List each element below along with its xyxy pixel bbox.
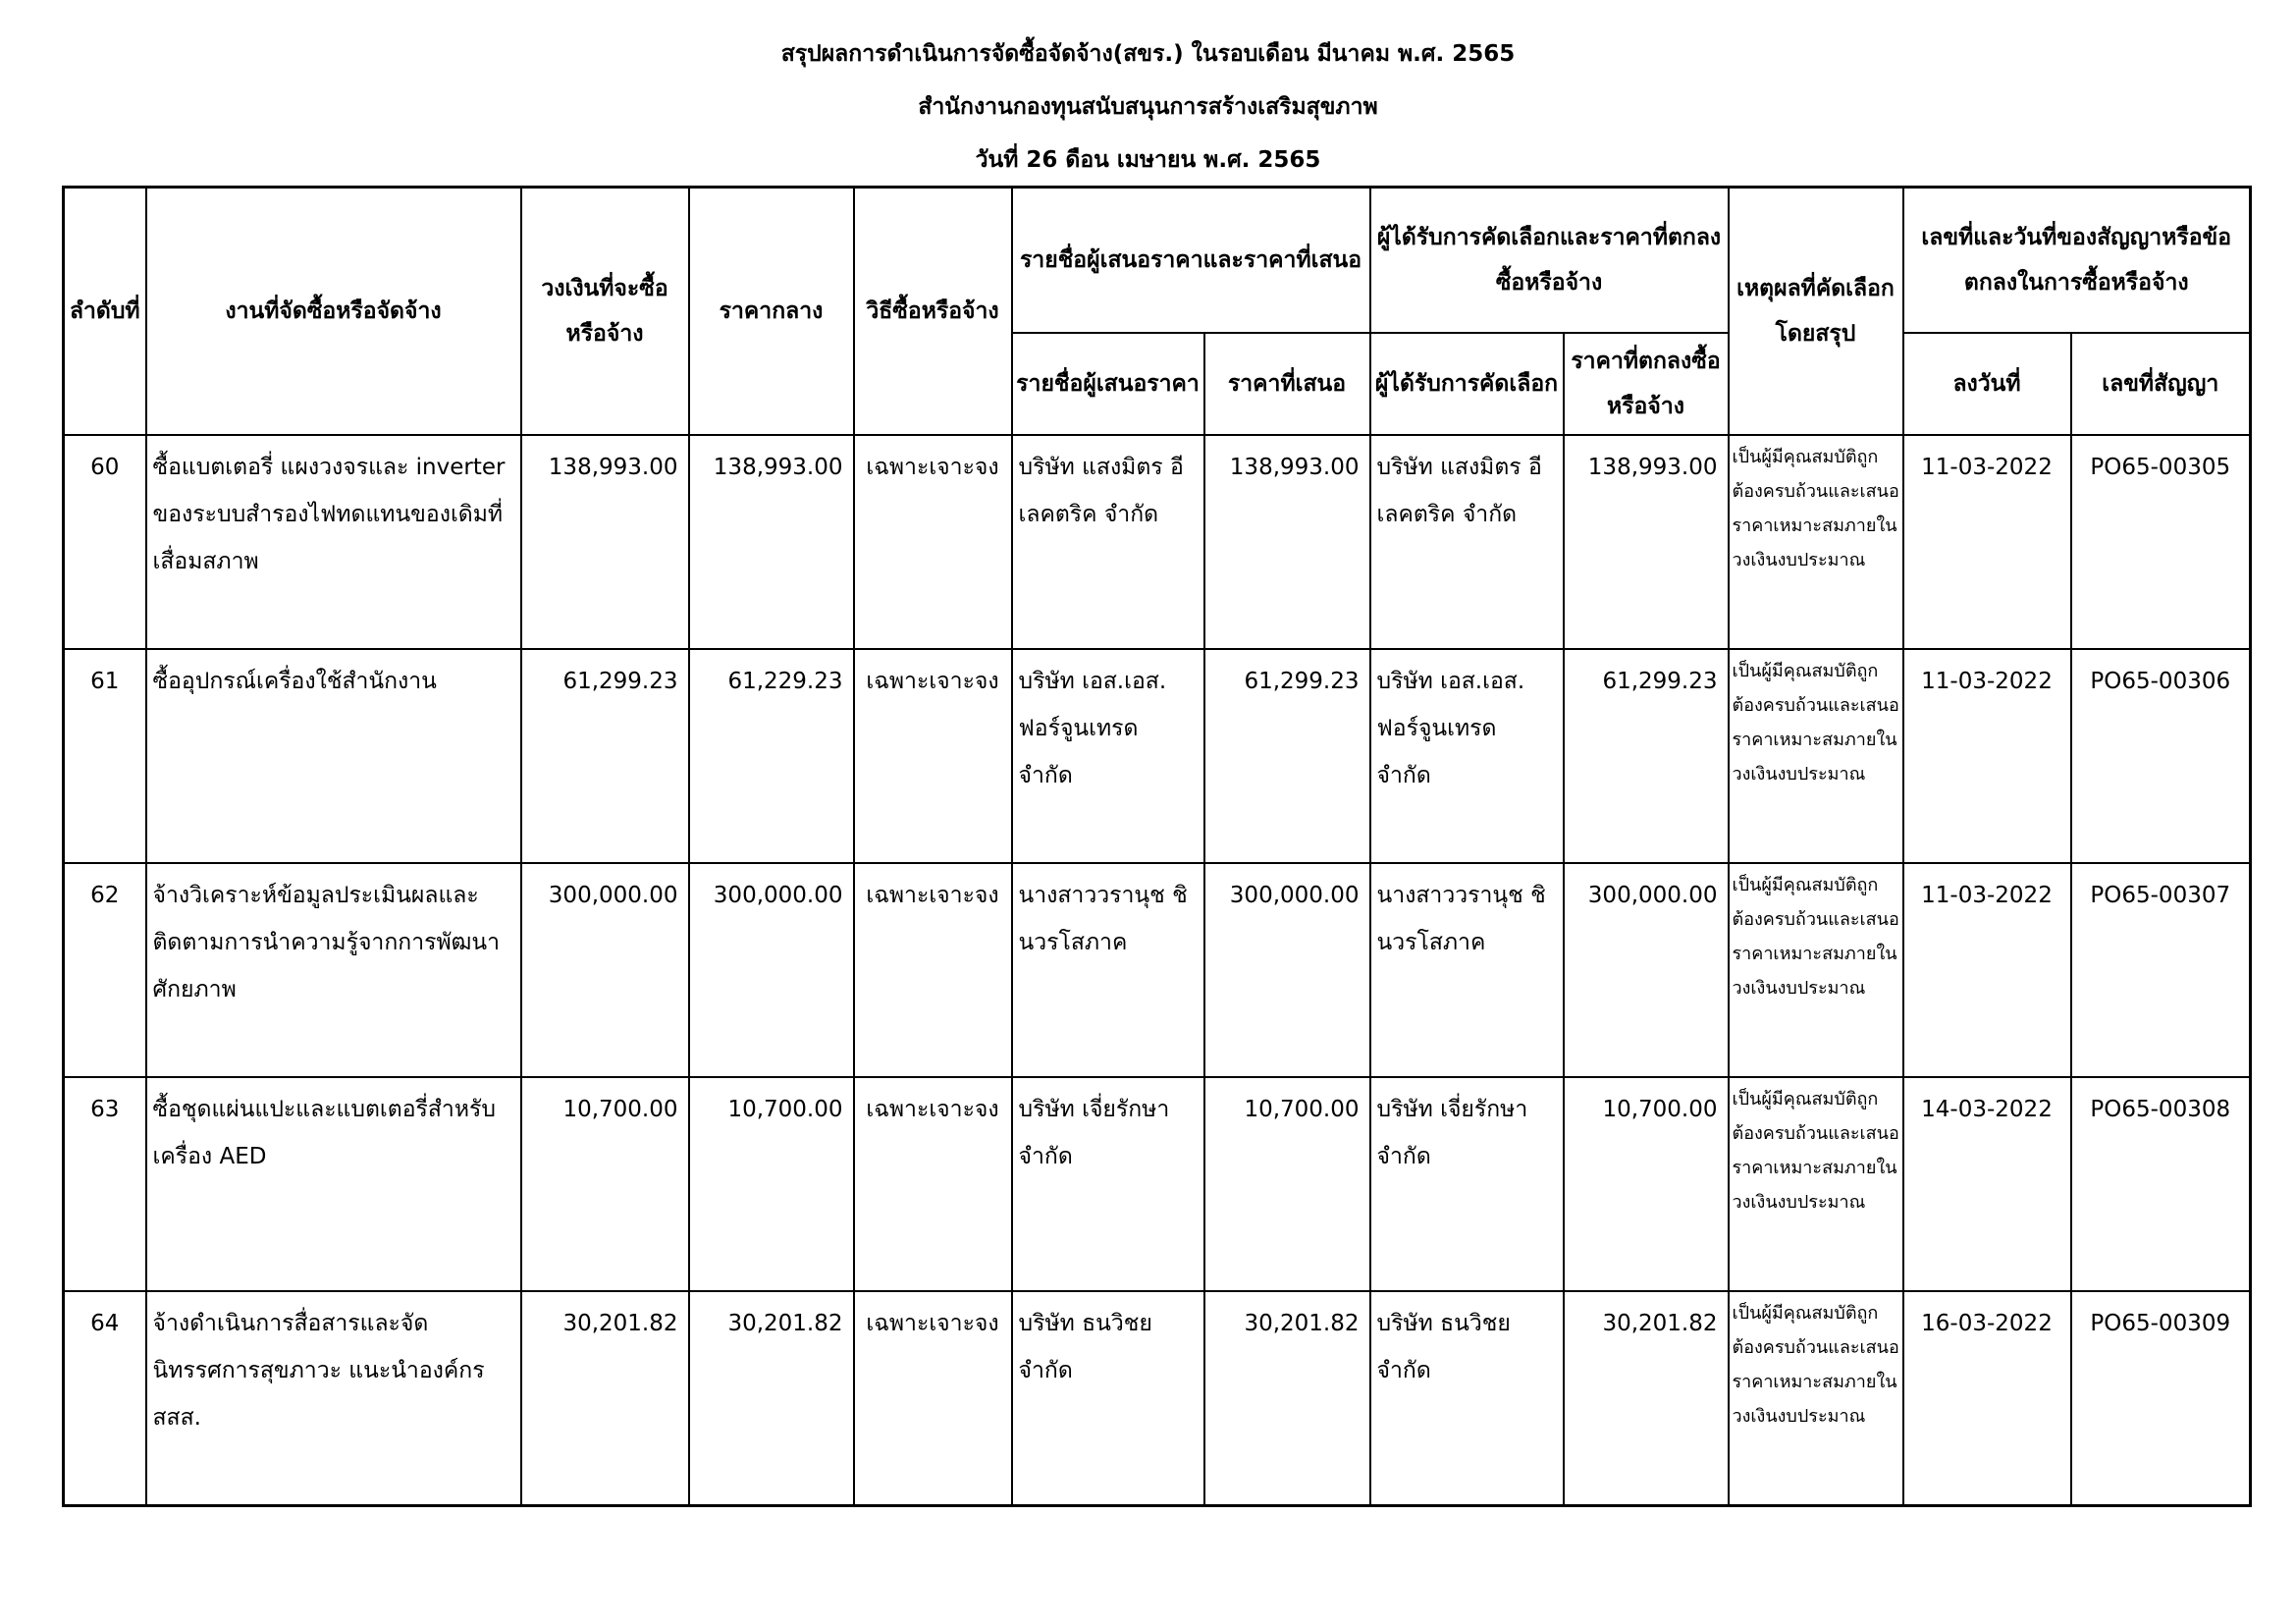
row-contract-no: PO65-00307 bbox=[2090, 883, 2231, 908]
row-median-price: 138,993.00 bbox=[713, 455, 843, 480]
col-header-contract-date: ลงวันที่ bbox=[1903, 333, 2071, 435]
row-agreed-price: 300,000.00 bbox=[1587, 883, 1718, 908]
row-no: 63 bbox=[90, 1097, 120, 1122]
row-contract-date: 16-03-2022 bbox=[1921, 1311, 2053, 1336]
col-header-item: งานที่จัดซื้อหรือจัดจ้าง bbox=[146, 188, 521, 436]
row-no: 64 bbox=[90, 1311, 120, 1336]
col-header-bidder-name: รายชื่อผู้เสนอราคา bbox=[1012, 333, 1204, 435]
row-contract-no: PO65-00306 bbox=[2090, 669, 2231, 694]
row-item: ซื้อแบตเตอรี่ แผงวงจรและ inverter ของระบบสำรองไฟทดแทนของเดิมที่เสื่อมสภาพ bbox=[152, 455, 506, 574]
row-method: เฉพาะเจาะจง bbox=[866, 883, 999, 908]
row-no: 61 bbox=[90, 669, 120, 694]
row-contract-no: PO65-00309 bbox=[2090, 1311, 2231, 1336]
row-item: ซื้อชุดแผ่นแปะและแบตเตอรี่สำหรับเครื่อง AED bbox=[152, 1097, 496, 1169]
report-date: วันที่ 26 ดือน เมษายน พ.ศ. 2565 bbox=[975, 147, 1321, 173]
col-header-bid-price: ราคาที่เสนอ bbox=[1204, 333, 1370, 435]
row-selected-name: บริษัท เจี่ยรักษา จำกัด bbox=[1376, 1097, 1528, 1169]
col-header-no: ลำดับที่ bbox=[64, 188, 146, 436]
row-reason: เป็นผู้มีคุณสมบัติถูกต้องครบถ้วนและเสนอราคาเหมาะสมภายในวงเงินงบประมาณ bbox=[1732, 1303, 1899, 1427]
row-reason: เป็นผู้มีคุณสมบัติถูกต้องครบถ้วนและเสนอราคาเหมาะสมภายในวงเงินงบประมาณ bbox=[1732, 447, 1899, 570]
row-agreed-price: 10,700.00 bbox=[1602, 1097, 1718, 1122]
row-bidder-name: บริษัท แสงมิตร อีเลคตริค จำกัด bbox=[1018, 455, 1184, 527]
row-selected-name: บริษัท เอส.เอส. ฟอร์จูนเทรด จำกัด bbox=[1376, 669, 1525, 788]
row-reason: เป็นผู้มีคุณสมบัติถูกต้องครบถ้วนและเสนอราคาเหมาะสมภายในวงเงินงบประมาณ bbox=[1732, 661, 1899, 785]
row-agreed-price: 61,299.23 bbox=[1602, 669, 1718, 694]
row-selected-name: นางสาววรานุช ชินวรโสภาค bbox=[1376, 883, 1546, 955]
row-bid-price: 30,201.82 bbox=[1244, 1311, 1360, 1336]
row-method: เฉพาะเจาะจง bbox=[866, 669, 999, 694]
row-bid-price: 10,700.00 bbox=[1244, 1097, 1360, 1122]
organization-name: สำนักงานกองทุนสนับสนุนการสร้างเสริมสุขภาพ bbox=[918, 94, 1378, 120]
table-row bbox=[64, 435, 2251, 649]
col-header-selected-group: ผู้ได้รับการคัดเลือกและราคาที่ตกลงซื้อหรือจ้าง bbox=[1370, 188, 1729, 334]
row-median-price: 61,229.23 bbox=[727, 669, 843, 694]
row-agreed-price: 30,201.82 bbox=[1602, 1311, 1718, 1336]
row-bidder-name: บริษัท เอส.เอส. ฟอร์จูนเทรด จำกัด bbox=[1018, 669, 1167, 788]
row-item: จ้างดำเนินการสื่อสารและจัดนิทรรศการสุขภาวะ แนะนำองค์กร สสส. bbox=[152, 1311, 485, 1431]
row-budget: 138,993.00 bbox=[548, 455, 678, 480]
row-bidder-name: บริษัท ธนวิชย จำกัด bbox=[1018, 1311, 1152, 1383]
col-header-bidders-group: รายชื่อผู้เสนอราคาและราคาที่เสนอ bbox=[1012, 188, 1370, 334]
row-reason: เป็นผู้มีคุณสมบัติถูกต้องครบถ้วนและเสนอราคาเหมาะสมภายในวงเงินงบประมาณ bbox=[1732, 875, 1899, 999]
row-agreed-price: 138,993.00 bbox=[1587, 455, 1718, 480]
table-row bbox=[64, 1291, 2251, 1506]
col-header-reason: เหตุผลที่คัดเลือกโดยสรุป bbox=[1729, 188, 1903, 436]
row-item: จ้างวิเคราะห์ข้อมูลประเมินผลและติดตามการนำความรู้จากการพัฒนาศักยภาพ bbox=[152, 883, 501, 1002]
row-bid-price: 300,000.00 bbox=[1229, 883, 1360, 908]
row-no: 62 bbox=[90, 883, 120, 908]
table-row bbox=[64, 863, 2251, 1077]
col-header-median-price: ราคากลาง bbox=[689, 188, 854, 436]
row-method: เฉพาะเจาะจง bbox=[866, 1311, 999, 1336]
row-method: เฉพาะเจาะจง bbox=[866, 1097, 999, 1122]
row-contract-no: PO65-00305 bbox=[2090, 455, 2231, 480]
row-budget: 30,201.82 bbox=[562, 1311, 678, 1336]
row-contract-date: 11-03-2022 bbox=[1921, 455, 2053, 480]
row-selected-name: บริษัท แสงมิตร อีเลคตริค จำกัด bbox=[1376, 455, 1542, 527]
table-row bbox=[64, 649, 2251, 863]
col-header-contract-group: เลขที่และวันที่ของสัญญาหรือข้อตกลงในการซื้อหรือจ้าง bbox=[1903, 188, 2251, 334]
row-item: ซื้ออุปกรณ์เครื่องใช้สำนักงาน bbox=[152, 669, 437, 694]
col-header-contract-no: เลขที่สัญญา bbox=[2071, 333, 2251, 435]
procurement-table bbox=[62, 186, 2252, 1507]
report-title: สรุปผลการดำเนินการจัดซื้อจัดจ้าง(สขร.) ในรอบเดือน มีนาคม พ.ศ. 2565 bbox=[780, 41, 1516, 67]
row-method: เฉพาะเจาะจง bbox=[866, 455, 999, 480]
row-bid-price: 61,299.23 bbox=[1244, 669, 1360, 694]
col-header-budget: วงเงินที่จะซื้อหรือจ้าง bbox=[521, 188, 689, 436]
row-contract-date: 11-03-2022 bbox=[1921, 669, 2053, 694]
row-bidder-name: นางสาววรานุช ชินวรโสภาค bbox=[1018, 883, 1188, 955]
table-row bbox=[64, 1077, 2251, 1291]
row-median-price: 30,201.82 bbox=[727, 1311, 843, 1336]
row-selected-name: บริษัท ธนวิชย จำกัด bbox=[1376, 1311, 1511, 1383]
row-budget: 300,000.00 bbox=[548, 883, 678, 908]
row-budget: 61,299.23 bbox=[562, 669, 678, 694]
row-budget: 10,700.00 bbox=[562, 1097, 678, 1122]
row-no: 60 bbox=[90, 455, 120, 480]
col-header-agreed-price: ราคาที่ตกลงซื้อหรือจ้าง bbox=[1564, 333, 1729, 435]
row-reason: เป็นผู้มีคุณสมบัติถูกต้องครบถ้วนและเสนอราคาเหมาะสมภายในวงเงินงบประมาณ bbox=[1732, 1089, 1899, 1213]
row-median-price: 10,700.00 bbox=[727, 1097, 843, 1122]
col-header-selected-name: ผู้ได้รับการคัดเลือก bbox=[1370, 333, 1564, 435]
col-header-method: วิธีซื้อหรือจ้าง bbox=[854, 188, 1012, 436]
row-bidder-name: บริษัท เจี่ยรักษา จำกัด bbox=[1018, 1097, 1170, 1169]
row-contract-date: 11-03-2022 bbox=[1921, 883, 2053, 908]
row-contract-date: 14-03-2022 bbox=[1921, 1097, 2053, 1122]
row-bid-price: 138,993.00 bbox=[1229, 455, 1360, 480]
row-median-price: 300,000.00 bbox=[713, 883, 843, 908]
row-contract-no: PO65-00308 bbox=[2090, 1097, 2231, 1122]
